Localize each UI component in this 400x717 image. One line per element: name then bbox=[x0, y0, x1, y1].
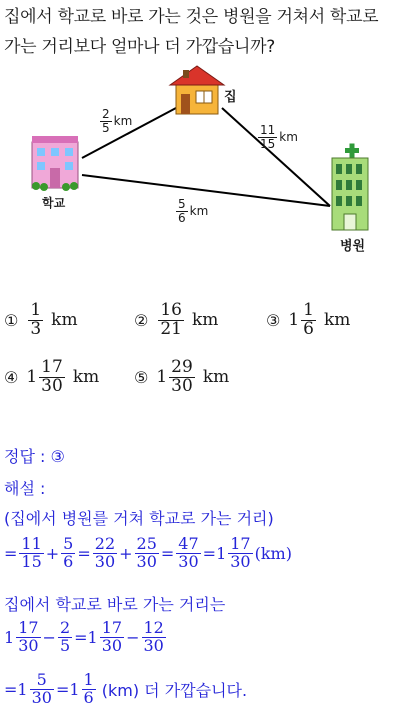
home-label: 집 bbox=[224, 90, 237, 105]
question-text bbox=[4, 2, 398, 62]
question-line-2: 가는 거리보다 얼마나 더 가깝습니까? bbox=[4, 37, 275, 57]
school-icon bbox=[32, 136, 78, 191]
direct-distance-caption: 집에서 학교로 바로 가는 거리는 bbox=[4, 595, 226, 614]
option-2[interactable]: ② $\frac{16}{21}$ km bbox=[134, 300, 219, 339]
edge-home-hospital bbox=[222, 108, 330, 206]
edge-label-home-school: $\frac{2}{5}$ km bbox=[102, 107, 133, 135]
option-3[interactable]: ③ 1 $\frac{1}{6}$ km bbox=[266, 300, 351, 339]
edge-label-home-hospital: $\frac{11}{15}$ km bbox=[260, 123, 298, 151]
question-line-1: 집에서 학교로 바로 가는 것은 병원을 거쳐서 학교로 bbox=[4, 7, 379, 27]
hospital-icon bbox=[332, 144, 368, 231]
option-5[interactable]: ⑤ 1 $\frac{29}{30}$ km bbox=[134, 357, 230, 396]
hospital-label: 병원 bbox=[340, 239, 366, 254]
edge-label-school-hospital: $\frac{5}{6}$ km bbox=[178, 197, 209, 225]
house-icon bbox=[170, 66, 224, 114]
answer-label: 정답 : ③ bbox=[4, 447, 65, 466]
option-4[interactable]: ④ 1 $\frac{17}{30}$ km bbox=[4, 357, 100, 396]
equation-result: = 1 $\frac{5}{30}$ = 1 $\frac{1}{6}$ (km) 더 가깝습니다. bbox=[4, 670, 248, 707]
school-label: 학교 bbox=[42, 196, 66, 210]
via-hospital-caption: (집에서 병원를 거쳐 학교로 가는 거리) bbox=[4, 509, 274, 528]
equation-difference: 1 $\frac{17}{30}$ − $\frac{2}{5}$ = 1 $\frac{17}{30}$ − $\frac{12}{30}$ bbox=[4, 618, 164, 655]
equation-total-distance: = $\frac{11}{15}$ + $\frac{5}{6}$ = $\frac{22}{30}$ + $\frac{25}{30}$ = $\frac{47}{30}$ = 1 $\frac{17}{30}$ (km) bbox=[4, 534, 292, 571]
explanation-label: 해설 : bbox=[4, 479, 46, 498]
route-diagram bbox=[0, 60, 400, 260]
option-1[interactable]: ① $\frac{1}{3}$ km bbox=[4, 300, 78, 339]
